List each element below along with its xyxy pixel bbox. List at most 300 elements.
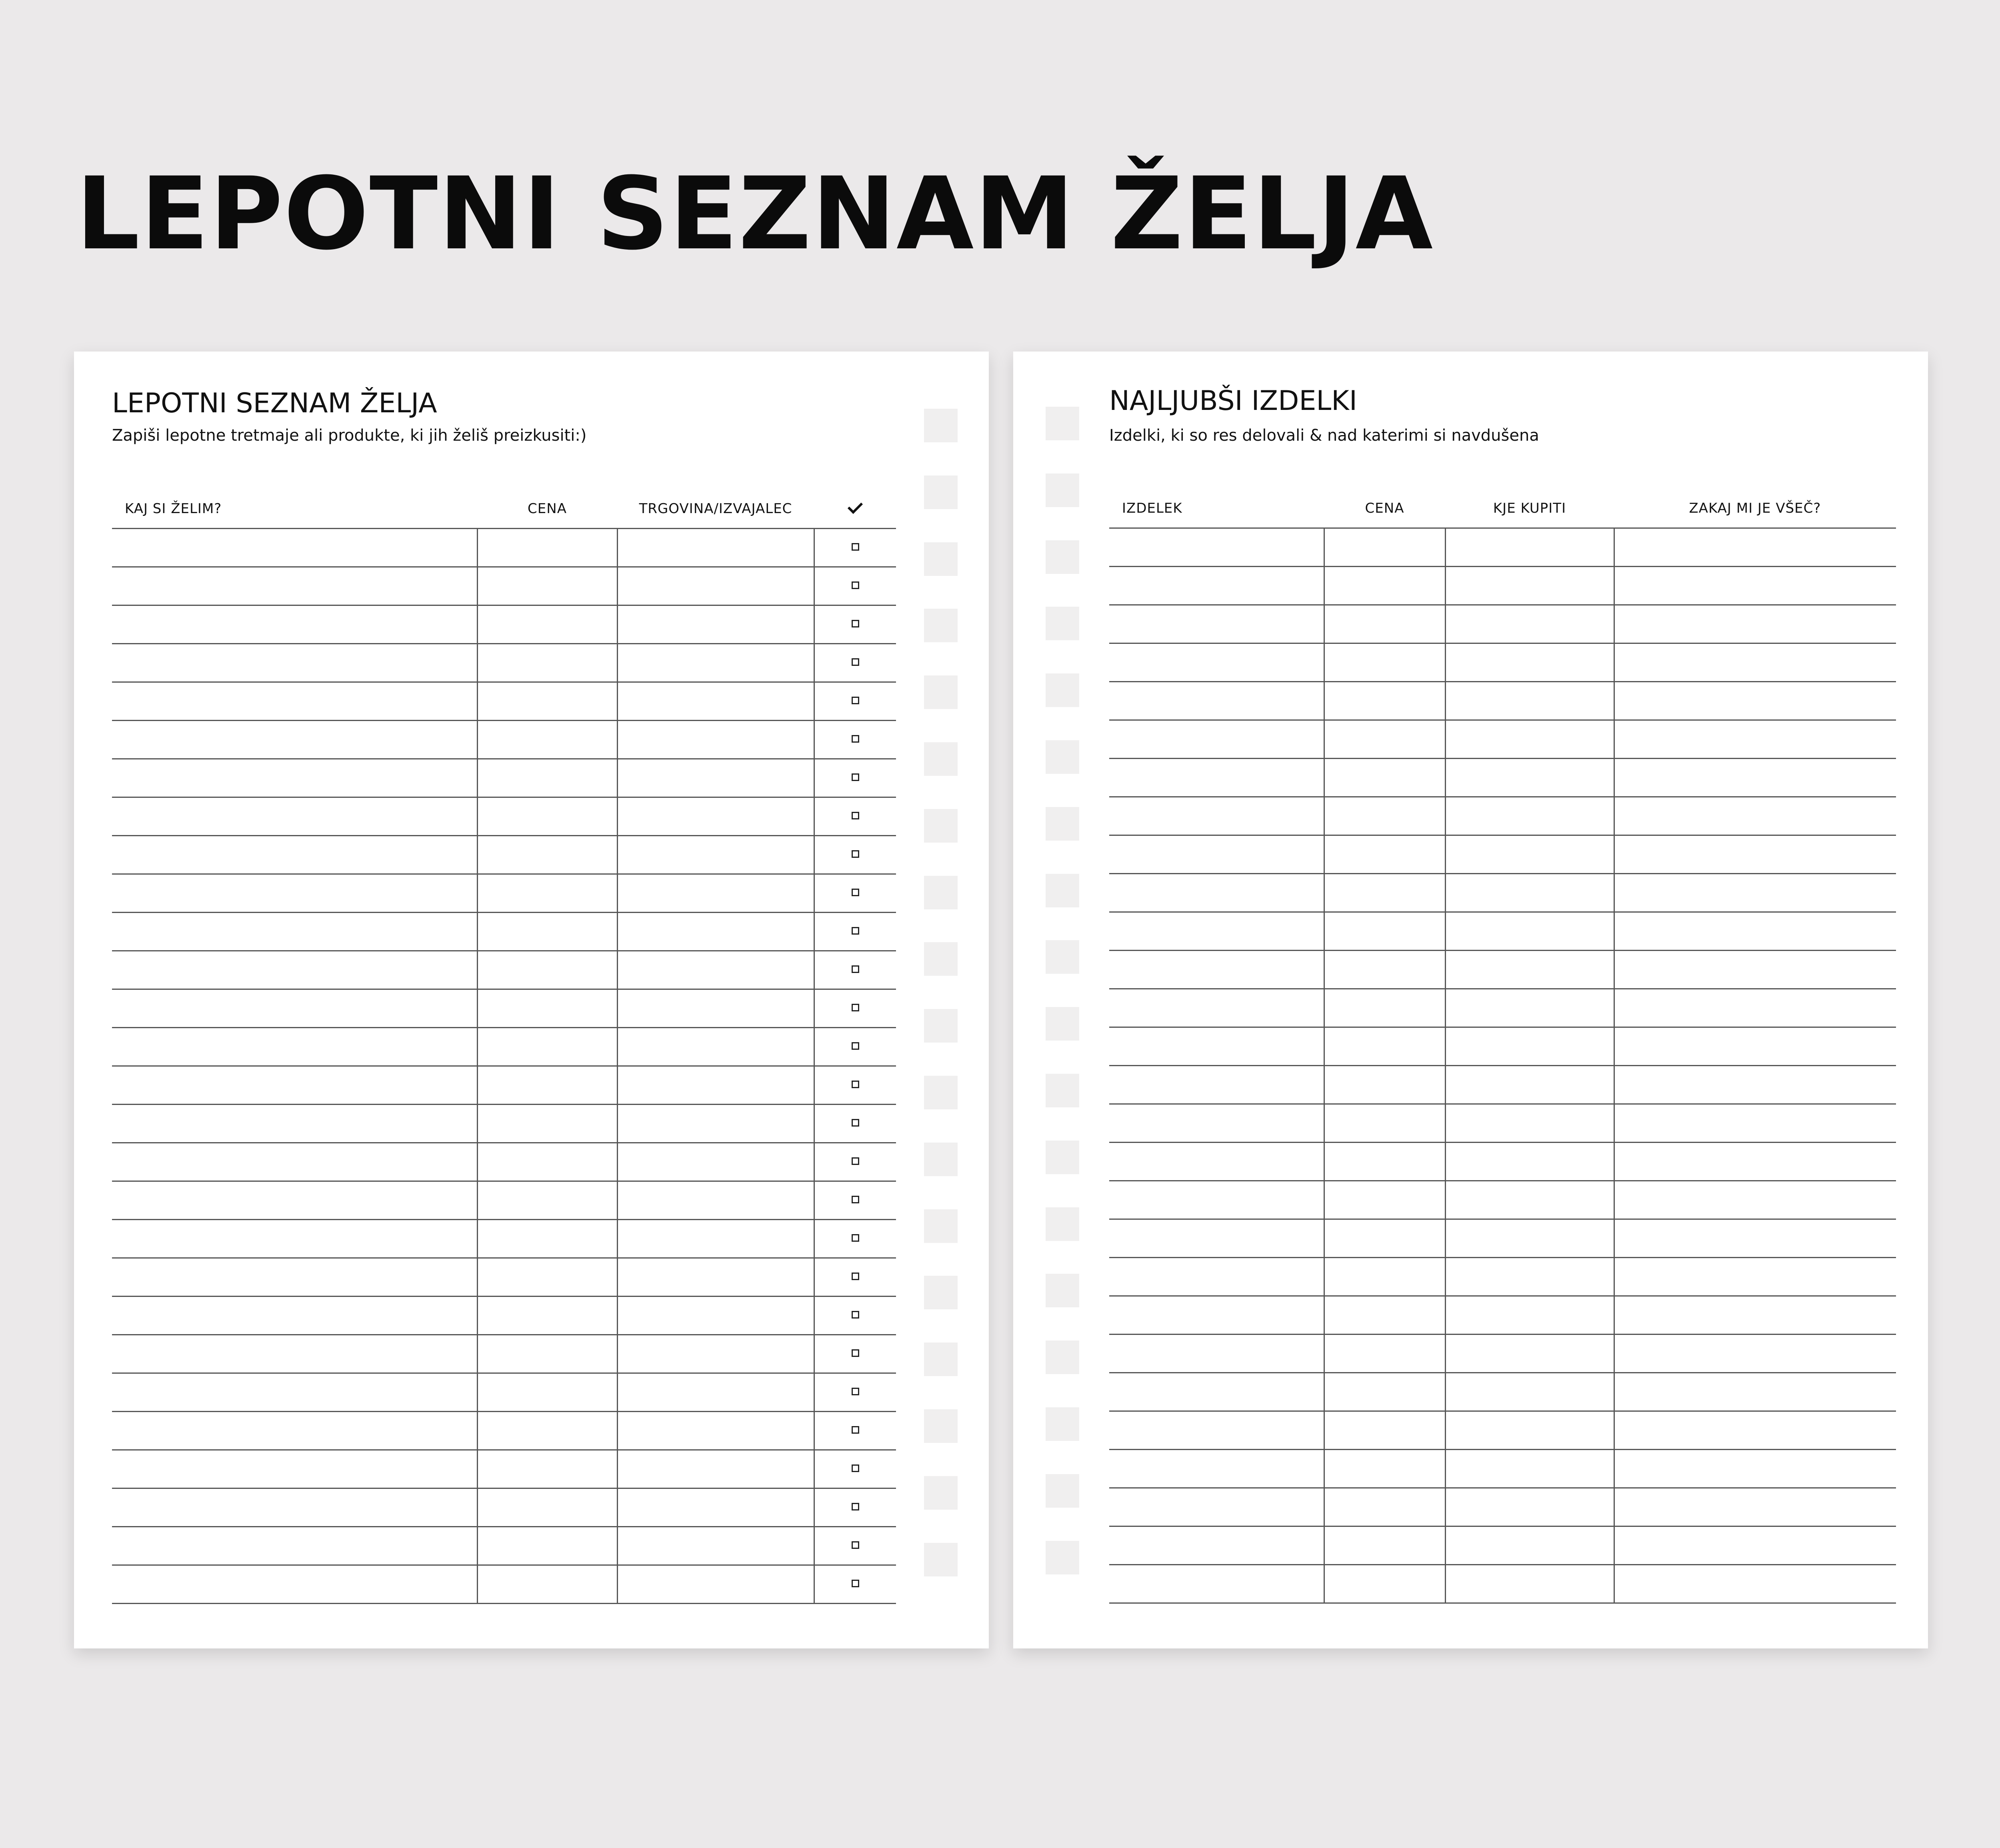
table-cell[interactable] bbox=[1324, 835, 1445, 874]
table-cell[interactable] bbox=[617, 1066, 814, 1105]
table-cell[interactable] bbox=[477, 1105, 617, 1143]
column-header-why-i-like-it: ZAKAJ MI JE VŠEČ? bbox=[1614, 489, 1896, 528]
table-cell[interactable] bbox=[1614, 1373, 1896, 1411]
table-row bbox=[112, 1335, 896, 1373]
table-cell[interactable] bbox=[1445, 1104, 1614, 1143]
table-cell[interactable] bbox=[477, 836, 617, 874]
table-cell[interactable] bbox=[1445, 1181, 1614, 1219]
table-row bbox=[112, 721, 896, 759]
side-tab bbox=[1046, 807, 1079, 841]
column-header-where-to-buy: KJE KUPITI bbox=[1445, 489, 1614, 528]
checkbox-icon[interactable] bbox=[852, 543, 859, 551]
table-cell[interactable] bbox=[112, 759, 477, 797]
table-row bbox=[1109, 1219, 1896, 1258]
table-cell[interactable] bbox=[1324, 1411, 1445, 1450]
table-cell[interactable] bbox=[1445, 1258, 1614, 1296]
checkbox-icon[interactable] bbox=[852, 735, 859, 743]
checkbox-icon[interactable] bbox=[852, 697, 859, 704]
table-cell[interactable] bbox=[477, 1527, 617, 1565]
side-tab bbox=[1046, 874, 1079, 907]
table-cell[interactable] bbox=[112, 797, 477, 836]
wishlist-sheet-subtitle: Zapiši lepotne tretmaje ali produkte, ki jih želiš preizkusiti:) bbox=[112, 426, 587, 445]
table-cell[interactable] bbox=[1324, 874, 1445, 912]
table-cell[interactable] bbox=[477, 721, 617, 759]
table-cell[interactable] bbox=[112, 1105, 477, 1143]
table-cell[interactable] bbox=[1109, 1027, 1324, 1066]
row-checkbox-cell[interactable] bbox=[814, 1181, 896, 1220]
row-checkbox-cell[interactable] bbox=[814, 605, 896, 644]
table-row bbox=[1109, 605, 1896, 643]
table-cell[interactable] bbox=[1614, 797, 1896, 835]
table-row bbox=[112, 797, 896, 836]
table-cell[interactable] bbox=[1445, 912, 1614, 951]
table-cell[interactable] bbox=[1324, 682, 1445, 720]
table-cell[interactable] bbox=[1614, 1104, 1896, 1143]
table-cell[interactable] bbox=[1324, 1181, 1445, 1219]
table-cell[interactable] bbox=[112, 874, 477, 913]
table-cell[interactable] bbox=[1614, 1526, 1896, 1565]
side-tab bbox=[1046, 1274, 1079, 1307]
table-cell[interactable] bbox=[112, 1181, 477, 1220]
table-cell[interactable] bbox=[1109, 1411, 1324, 1450]
table-cell[interactable] bbox=[1324, 1143, 1445, 1181]
table-cell[interactable] bbox=[477, 1412, 617, 1450]
table-cell[interactable] bbox=[112, 1450, 477, 1488]
table-cell[interactable] bbox=[1109, 1488, 1324, 1526]
table-cell[interactable] bbox=[477, 1028, 617, 1066]
checkbox-icon[interactable] bbox=[852, 1311, 859, 1319]
table-cell[interactable] bbox=[112, 529, 477, 567]
table-row bbox=[112, 989, 896, 1028]
table-cell[interactable] bbox=[1109, 1335, 1324, 1373]
table-cell[interactable] bbox=[477, 605, 617, 644]
table-cell[interactable] bbox=[1614, 1296, 1896, 1335]
row-checkbox-cell[interactable] bbox=[814, 644, 896, 682]
table-cell[interactable] bbox=[617, 682, 814, 721]
table-cell[interactable] bbox=[1324, 951, 1445, 989]
table-cell[interactable] bbox=[477, 1373, 617, 1412]
table-cell[interactable] bbox=[1614, 835, 1896, 874]
table-cell[interactable] bbox=[1324, 643, 1445, 682]
table-cell[interactable] bbox=[1109, 835, 1324, 874]
table-cell[interactable] bbox=[1445, 567, 1614, 605]
table-cell[interactable] bbox=[1109, 989, 1324, 1027]
table-cell[interactable] bbox=[477, 951, 617, 989]
table-cell[interactable] bbox=[1324, 1450, 1445, 1488]
row-checkbox-cell[interactable] bbox=[814, 1220, 896, 1258]
checkbox-icon[interactable] bbox=[852, 1196, 859, 1203]
table-cell[interactable] bbox=[617, 1181, 814, 1220]
table-row bbox=[112, 1181, 896, 1220]
checkbox-icon[interactable] bbox=[852, 1388, 859, 1395]
table-row bbox=[112, 1373, 896, 1412]
checkbox-icon[interactable] bbox=[852, 620, 859, 627]
table-cell[interactable] bbox=[1324, 1219, 1445, 1258]
table-cell[interactable] bbox=[477, 682, 617, 721]
checkbox-icon[interactable] bbox=[852, 1042, 859, 1050]
table-cell[interactable] bbox=[477, 913, 617, 951]
favorites-sheet-subtitle: Izdelki, ki so res delovali & nad katerimi si navdušena bbox=[1109, 426, 1539, 445]
table-row bbox=[1109, 1565, 1896, 1603]
row-checkbox-cell[interactable] bbox=[814, 1028, 896, 1066]
table-cell[interactable] bbox=[1445, 1219, 1614, 1258]
row-checkbox-cell[interactable] bbox=[814, 529, 896, 567]
checkbox-icon[interactable] bbox=[852, 1464, 859, 1472]
table-cell[interactable] bbox=[1614, 874, 1896, 912]
table-cell[interactable] bbox=[1614, 720, 1896, 759]
table-cell[interactable] bbox=[112, 836, 477, 874]
table-header-row bbox=[1109, 489, 1896, 528]
row-checkbox-cell[interactable] bbox=[814, 682, 896, 721]
table-cell[interactable] bbox=[1109, 643, 1324, 682]
row-checkbox-cell[interactable] bbox=[814, 797, 896, 836]
table-cell[interactable] bbox=[1324, 1373, 1445, 1411]
table-row bbox=[1109, 874, 1896, 912]
table-cell[interactable] bbox=[112, 605, 477, 644]
table-cell[interactable] bbox=[1614, 759, 1896, 797]
side-tab bbox=[924, 675, 958, 709]
table-cell[interactable] bbox=[1109, 1219, 1324, 1258]
checkbox-icon[interactable] bbox=[852, 581, 859, 589]
table-row bbox=[1109, 989, 1896, 1027]
table-cell[interactable] bbox=[1614, 1335, 1896, 1373]
table-cell[interactable] bbox=[112, 1488, 477, 1527]
row-checkbox-cell[interactable] bbox=[814, 951, 896, 989]
table-cell[interactable] bbox=[112, 1220, 477, 1258]
table-cell[interactable] bbox=[1324, 1488, 1445, 1526]
side-tab bbox=[924, 742, 958, 776]
table-cell[interactable] bbox=[1445, 1565, 1614, 1603]
table-cell[interactable] bbox=[1109, 1526, 1324, 1565]
table-cell[interactable] bbox=[1445, 1450, 1614, 1488]
table-cell[interactable] bbox=[112, 989, 477, 1028]
table-row bbox=[112, 759, 896, 797]
table-cell[interactable] bbox=[112, 1412, 477, 1450]
table-cell[interactable] bbox=[1614, 528, 1896, 567]
table-cell[interactable] bbox=[1614, 1450, 1896, 1488]
row-checkbox-cell[interactable] bbox=[814, 913, 896, 951]
table-cell[interactable] bbox=[617, 1105, 814, 1143]
table-cell[interactable] bbox=[1445, 797, 1614, 835]
table-cell[interactable] bbox=[1614, 951, 1896, 989]
table-cell[interactable] bbox=[617, 1373, 814, 1412]
table-cell[interactable] bbox=[1109, 1258, 1324, 1296]
table-cell[interactable] bbox=[617, 1488, 814, 1527]
table-cell[interactable] bbox=[1324, 567, 1445, 605]
checkbox-icon[interactable] bbox=[852, 773, 859, 781]
table-cell[interactable] bbox=[112, 1527, 477, 1565]
table-cell[interactable] bbox=[477, 1565, 617, 1604]
side-tab bbox=[924, 809, 958, 843]
checkbox-icon[interactable] bbox=[852, 1234, 859, 1242]
row-checkbox-cell[interactable] bbox=[814, 1488, 896, 1527]
side-tab bbox=[1046, 540, 1079, 574]
table-cell[interactable] bbox=[1324, 989, 1445, 1027]
table-cell[interactable] bbox=[1445, 605, 1614, 643]
table-cell[interactable] bbox=[1109, 1296, 1324, 1335]
table-cell[interactable] bbox=[1614, 912, 1896, 951]
table-cell[interactable] bbox=[1445, 528, 1614, 567]
checkbox-icon[interactable] bbox=[852, 1273, 859, 1280]
row-checkbox-cell[interactable] bbox=[814, 1565, 896, 1604]
table-cell[interactable] bbox=[1109, 1104, 1324, 1143]
table-cell[interactable] bbox=[1324, 797, 1445, 835]
table-row bbox=[1109, 1335, 1896, 1373]
table-cell[interactable] bbox=[477, 759, 617, 797]
checkbox-icon[interactable] bbox=[852, 1119, 859, 1127]
table-cell[interactable] bbox=[1445, 643, 1614, 682]
table-cell[interactable] bbox=[617, 721, 814, 759]
table-cell[interactable] bbox=[617, 1258, 814, 1297]
table-cell[interactable] bbox=[112, 682, 477, 721]
table-cell[interactable] bbox=[617, 1028, 814, 1066]
table-cell[interactable] bbox=[1324, 1526, 1445, 1565]
table-cell[interactable] bbox=[112, 1258, 477, 1297]
table-cell[interactable] bbox=[617, 797, 814, 836]
table-cell[interactable] bbox=[1614, 1219, 1896, 1258]
table-cell[interactable] bbox=[617, 951, 814, 989]
table-cell[interactable] bbox=[1324, 1066, 1445, 1104]
wishlist-table bbox=[112, 489, 896, 1604]
table-cell[interactable] bbox=[617, 759, 814, 797]
table-cell[interactable] bbox=[1109, 951, 1324, 989]
table-row bbox=[1109, 1181, 1896, 1219]
table-cell[interactable] bbox=[1324, 605, 1445, 643]
table-cell[interactable] bbox=[1324, 1565, 1445, 1603]
checkbox-icon[interactable] bbox=[852, 850, 859, 858]
table-cell[interactable] bbox=[1445, 1526, 1614, 1565]
checkbox-icon[interactable] bbox=[852, 1503, 859, 1510]
table-cell[interactable] bbox=[1445, 1488, 1614, 1526]
checkbox-icon[interactable] bbox=[852, 1426, 859, 1434]
table-cell[interactable] bbox=[1614, 1488, 1896, 1526]
row-checkbox-cell[interactable] bbox=[814, 1258, 896, 1297]
table-row bbox=[112, 1028, 896, 1066]
side-tab bbox=[924, 475, 958, 509]
table-cell[interactable] bbox=[1445, 951, 1614, 989]
row-checkbox-cell[interactable] bbox=[814, 836, 896, 874]
table-cell[interactable] bbox=[112, 1335, 477, 1373]
row-checkbox-cell[interactable] bbox=[814, 1297, 896, 1335]
table-cell[interactable] bbox=[477, 1181, 617, 1220]
table-cell[interactable] bbox=[477, 1220, 617, 1258]
table-cell[interactable] bbox=[1324, 1027, 1445, 1066]
side-tab bbox=[924, 1409, 958, 1443]
table-cell[interactable] bbox=[617, 874, 814, 913]
table-cell[interactable] bbox=[617, 1335, 814, 1373]
row-checkbox-cell[interactable] bbox=[814, 1105, 896, 1143]
table-cell[interactable] bbox=[1324, 912, 1445, 951]
table-cell[interactable] bbox=[617, 1297, 814, 1335]
table-cell[interactable] bbox=[1109, 528, 1324, 567]
table-cell[interactable] bbox=[1445, 1027, 1614, 1066]
table-row bbox=[1109, 1027, 1896, 1066]
side-tab bbox=[1046, 407, 1079, 440]
row-checkbox-cell[interactable] bbox=[814, 1412, 896, 1450]
row-checkbox-cell[interactable] bbox=[814, 1450, 896, 1488]
side-tab bbox=[1046, 740, 1079, 774]
table-cell[interactable] bbox=[1614, 1565, 1896, 1603]
checkbox-icon[interactable] bbox=[852, 1580, 859, 1587]
table-cell[interactable] bbox=[1445, 1296, 1614, 1335]
table-cell[interactable] bbox=[477, 874, 617, 913]
table-cell[interactable] bbox=[1614, 1066, 1896, 1104]
table-cell[interactable] bbox=[477, 1488, 617, 1527]
table-cell[interactable] bbox=[617, 644, 814, 682]
table-cell[interactable] bbox=[1614, 1411, 1896, 1450]
table-cell[interactable] bbox=[617, 1220, 814, 1258]
table-cell[interactable] bbox=[1445, 874, 1614, 912]
table-cell[interactable] bbox=[1324, 1258, 1445, 1296]
table-cell[interactable] bbox=[617, 1412, 814, 1450]
table-cell[interactable] bbox=[1614, 605, 1896, 643]
table-cell[interactable] bbox=[1109, 1181, 1324, 1219]
table-cell[interactable] bbox=[617, 567, 814, 605]
table-cell[interactable] bbox=[112, 913, 477, 951]
checkbox-icon[interactable] bbox=[852, 1541, 859, 1549]
row-checkbox-cell[interactable] bbox=[814, 1527, 896, 1565]
checkbox-icon[interactable] bbox=[852, 1349, 859, 1357]
checkbox-icon[interactable] bbox=[852, 889, 859, 896]
table-cell[interactable] bbox=[112, 644, 477, 682]
table-cell[interactable] bbox=[112, 721, 477, 759]
table-row bbox=[112, 1565, 896, 1604]
table-cell[interactable] bbox=[1109, 874, 1324, 912]
table-cell[interactable] bbox=[1324, 720, 1445, 759]
table-cell[interactable] bbox=[1614, 682, 1896, 720]
table-row bbox=[1109, 1526, 1896, 1565]
table-row bbox=[112, 1450, 896, 1488]
table-cell[interactable] bbox=[1109, 567, 1324, 605]
side-tab bbox=[1046, 1207, 1079, 1241]
table-cell[interactable] bbox=[477, 567, 617, 605]
table-cell[interactable] bbox=[1324, 528, 1445, 567]
table-cell[interactable] bbox=[1109, 720, 1324, 759]
table-cell[interactable] bbox=[1109, 1450, 1324, 1488]
row-checkbox-cell[interactable] bbox=[814, 1143, 896, 1181]
table-cell[interactable] bbox=[1614, 989, 1896, 1027]
checkmark-icon bbox=[847, 499, 862, 514]
table-cell[interactable] bbox=[617, 605, 814, 644]
table-cell[interactable] bbox=[1614, 1258, 1896, 1296]
checkbox-icon[interactable] bbox=[852, 965, 859, 973]
table-cell[interactable] bbox=[1109, 682, 1324, 720]
table-cell[interactable] bbox=[1445, 682, 1614, 720]
table-cell[interactable] bbox=[477, 989, 617, 1028]
table-cell[interactable] bbox=[477, 1335, 617, 1373]
table-cell[interactable] bbox=[477, 529, 617, 567]
checkbox-icon[interactable] bbox=[852, 1081, 859, 1088]
table-cell[interactable] bbox=[477, 1143, 617, 1181]
table-cell[interactable] bbox=[1445, 989, 1614, 1027]
table-row bbox=[1109, 720, 1896, 759]
table-cell[interactable] bbox=[1445, 759, 1614, 797]
table-cell[interactable] bbox=[112, 951, 477, 989]
row-checkbox-cell[interactable] bbox=[814, 1335, 896, 1373]
table-row bbox=[112, 1220, 896, 1258]
row-checkbox-cell[interactable] bbox=[814, 874, 896, 913]
table-cell[interactable] bbox=[477, 644, 617, 682]
table-cell[interactable] bbox=[1109, 1143, 1324, 1181]
table-cell[interactable] bbox=[617, 1527, 814, 1565]
side-tab bbox=[924, 1076, 958, 1109]
row-checkbox-cell[interactable] bbox=[814, 567, 896, 605]
row-checkbox-cell[interactable] bbox=[814, 1373, 896, 1412]
table-cell[interactable] bbox=[617, 529, 814, 567]
table-cell[interactable] bbox=[1445, 1143, 1614, 1181]
table-cell[interactable] bbox=[1614, 1027, 1896, 1066]
table-cell[interactable] bbox=[1324, 1296, 1445, 1335]
table-cell[interactable] bbox=[1324, 759, 1445, 797]
favorites-sheet-title: NAJLJUBŠI IZDELKI bbox=[1109, 385, 1357, 417]
table-cell[interactable] bbox=[1445, 1411, 1614, 1450]
table-cell[interactable] bbox=[1445, 1066, 1614, 1104]
table-cell[interactable] bbox=[1109, 759, 1324, 797]
table-cell[interactable] bbox=[477, 1297, 617, 1335]
table-row bbox=[112, 1527, 896, 1565]
table-cell[interactable] bbox=[1109, 912, 1324, 951]
table-cell[interactable] bbox=[477, 1450, 617, 1488]
checkbox-icon[interactable] bbox=[852, 812, 859, 819]
table-cell[interactable] bbox=[477, 1258, 617, 1297]
table-cell[interactable] bbox=[1109, 1373, 1324, 1411]
row-checkbox-cell[interactable] bbox=[814, 989, 896, 1028]
table-cell[interactable] bbox=[1445, 1335, 1614, 1373]
table-cell[interactable] bbox=[1109, 797, 1324, 835]
table-cell[interactable] bbox=[1614, 567, 1896, 605]
table-row bbox=[112, 644, 896, 682]
table-cell[interactable] bbox=[1109, 605, 1324, 643]
table-cell[interactable] bbox=[1445, 835, 1614, 874]
table-cell[interactable] bbox=[617, 1143, 814, 1181]
table-cell[interactable] bbox=[112, 1066, 477, 1105]
table-cell[interactable] bbox=[617, 836, 814, 874]
table-cell[interactable] bbox=[1109, 1565, 1324, 1603]
table-cell[interactable] bbox=[1324, 1104, 1445, 1143]
table-cell[interactable] bbox=[1109, 1066, 1324, 1104]
table-cell[interactable] bbox=[617, 989, 814, 1028]
checkbox-icon[interactable] bbox=[852, 1004, 859, 1011]
table-cell[interactable] bbox=[1324, 1335, 1445, 1373]
checkbox-icon[interactable] bbox=[852, 927, 859, 935]
checkbox-icon[interactable] bbox=[852, 658, 859, 666]
table-cell[interactable] bbox=[112, 1143, 477, 1181]
row-checkbox-cell[interactable] bbox=[814, 721, 896, 759]
table-cell[interactable] bbox=[1445, 1373, 1614, 1411]
table-cell[interactable] bbox=[112, 1297, 477, 1335]
table-cell[interactable] bbox=[1614, 1143, 1896, 1181]
row-checkbox-cell[interactable] bbox=[814, 1066, 896, 1105]
table-cell[interactable] bbox=[112, 567, 477, 605]
table-cell[interactable] bbox=[1445, 720, 1614, 759]
table-cell[interactable] bbox=[617, 1450, 814, 1488]
checkbox-icon[interactable] bbox=[852, 1157, 859, 1165]
table-cell[interactable] bbox=[617, 913, 814, 951]
table-cell[interactable] bbox=[112, 1373, 477, 1412]
table-cell[interactable] bbox=[112, 1028, 477, 1066]
table-row bbox=[112, 567, 896, 605]
table-row bbox=[1109, 528, 1896, 567]
table-cell[interactable] bbox=[1614, 1181, 1896, 1219]
table-cell[interactable] bbox=[112, 1565, 477, 1604]
table-cell[interactable] bbox=[617, 1565, 814, 1604]
table-row bbox=[112, 1297, 896, 1335]
table-cell[interactable] bbox=[1614, 643, 1896, 682]
table-cell[interactable] bbox=[477, 797, 617, 836]
row-checkbox-cell[interactable] bbox=[814, 759, 896, 797]
table-cell[interactable] bbox=[477, 1066, 617, 1105]
table-row bbox=[112, 874, 896, 913]
